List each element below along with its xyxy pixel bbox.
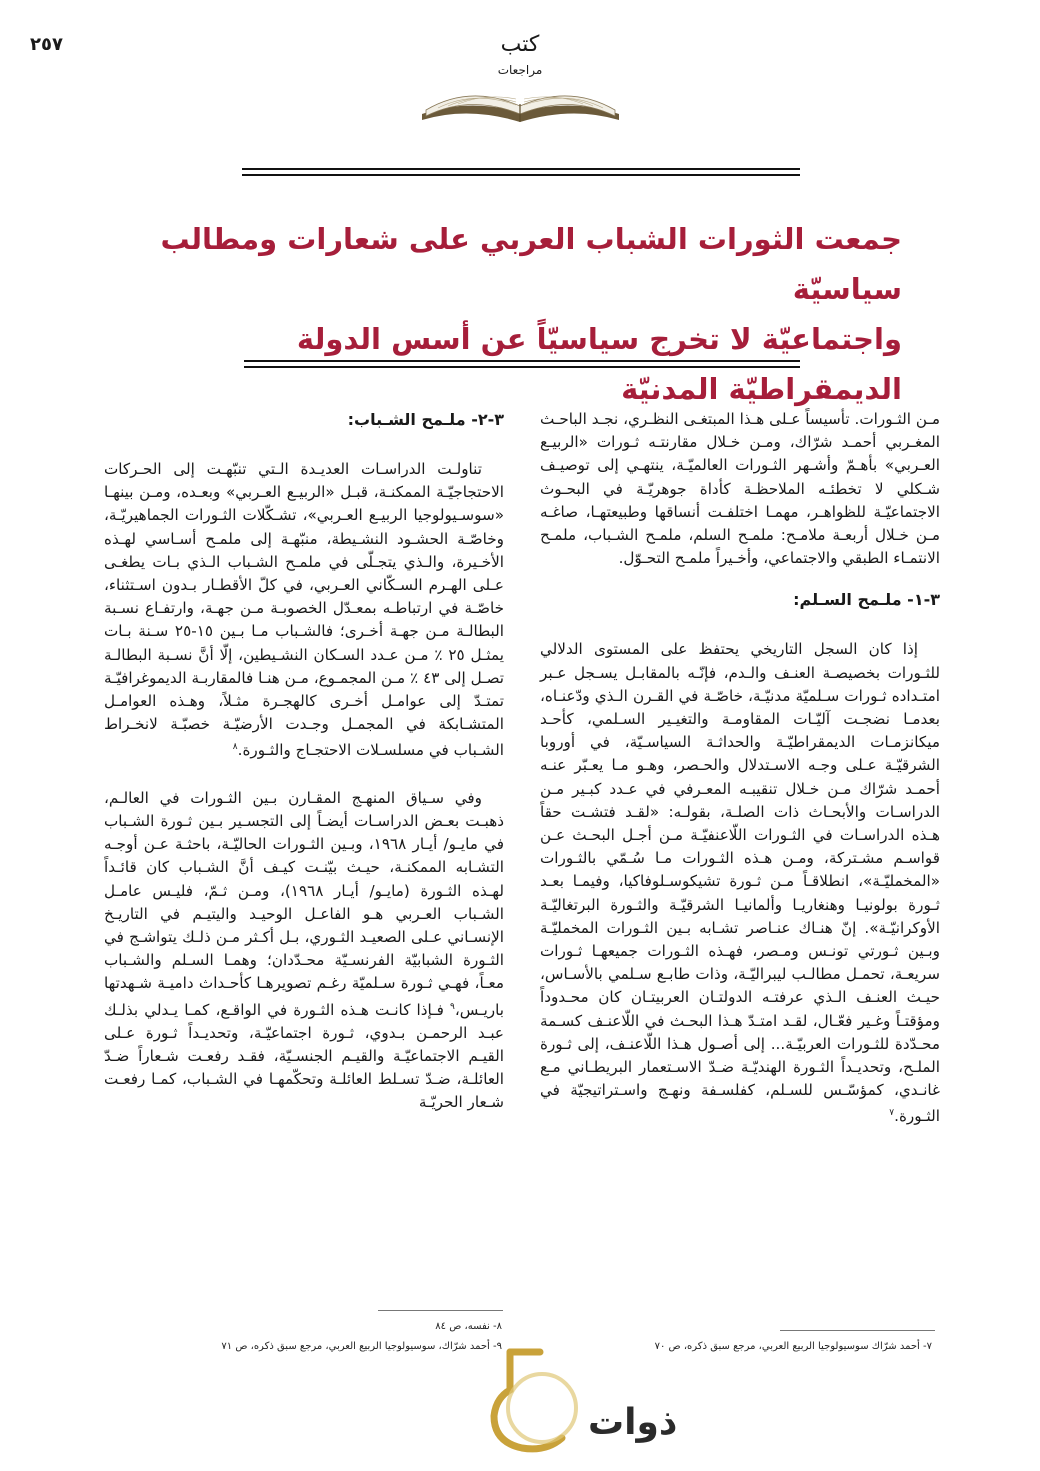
open-book-icon	[418, 76, 623, 126]
logo-wordmark: ذوات	[588, 1402, 678, 1443]
thawat-logo	[470, 1342, 678, 1460]
peace-paragraph-text: إذا كان السجل التاريخي يحتفظ على المستوى الدلالي للثـورات بخصيصـة العنـف والـدم، فإنّـه بالمقابـل يسـجل عـبر امتـداده ثـورات سـلميّة مدنيّـة، خاصّـة في القـرن الـذي ودّعنـاه، بعدمـا نضجـت آليّـات المقاومـة والتغيـير السـلمي، كأحـد ميكانزمـات الديمقراطيّـة والحداثـة السياسـيّة، في أوروبا الشرقيّـة عـلى وجـه الاسـتدلال والحـصر، وهـو مـا يعـبّر عنـه أحمـد شرّاك مـن خـلال تنقيبـه المعـرفي في عـدد كبـير مـن الدراسـات والأبحـاث ذات الصلـة، بقولـه: «لقـد فتشـت حقاً هـذه الدراسـات في الثـورات اللّاعنفيّـة مـن أجـل البحـث عـن قواسـم مشـتركة، ومـن هـذه الثـورات مـا سُـمّي بالثـورات «المخمليّـة»، انطلاقـاً مـن ثـورة تشيكوسـلوفاكيا، وفيمـا بعـد ثـورة بولونيـا وهنغاريـا وألمانيـا الشرقيّـة والثـورة البرتغاليّـة الأوكرانيّـة». إنّ هنـاك عنـاصر تشـابه بـين الثـورات المخمليّـة وبـين ثـورتي تونـس ومـصر، فهـذه الثـورات جميعهـا ثـورات سريعـة، تحمـل مطالـب ليبراليّـة، وذات طابـع سـلمي بالأسـاس، حيـث العنـف الـذي عرفتـه الدولتـان العربيتـان كان محـدوداً ومؤقتـاً وغـير فعّـال، لقـد امتـدّ هـذا البحـث في اللّاعنـف كسـمة محـدّدة للثـورات العربيّـة... إلى أصـول هـذا اللّاعنـف، إلى ثـورة الملـح، وتحديـداً الثـورة الهنديّـة ضـدّ الاسـتعمار البريطـاني مـع غانـدي، كمؤسّـس للسـلم، كفلسـفة ونهـج واسـتراتيجيّة في الثـورة.	[540, 640, 940, 1126]
section-subtitle: مراجعات	[497, 63, 543, 77]
youth-paragraph-1	[104, 458, 504, 763]
footnote-9: ٩- أحمد شرّاك، سوسيولوجيا الربيع العربي، مرجع سبق ذكره، ص ٧١	[221, 1341, 502, 1352]
bottom-rule-1	[244, 360, 800, 362]
youth-paragraph-2-cont: فـإذا كانـت هـذه الثـورة في الواقـع، كمـا يـدلي بذلـك عبـد الرحمـن بـدوي، ثـورة اجتماعيّـة، وتحديـداً ثـورة عـلى القيـم الاجتماعيّـة والقيـم الجنسـيّة، فقـد رفعـت شـعاراً ضـدّ العائلـة، ضـدّ تسـلط العائلـة وتحكّمهـا في الشـباب، كمـا رفعـت شـعار الحريّـة	[104, 1000, 504, 1112]
top-rule-1	[242, 168, 800, 170]
section-heading-peace: ٣-١- ملـمح السـلم:	[793, 590, 940, 610]
page-number: ٢٥٧	[30, 34, 63, 55]
bottom-rule-2	[244, 366, 800, 368]
section-heading-youth: ٣-٢- ملـمح الشـباب:	[347, 410, 504, 429]
footnote-ref-7: ٧	[889, 1108, 895, 1119]
youth-paragraph-2-text: وفي سـياق المنهـج المقـارن بـين الثـورات في العالـم، ذهبـت بعـض الدراسـات أيضـاً إلى التجسـير بـين ثـورة الشـباب في مايـو/ أيـار ١٩٦٨، وبـين الثـورات الحاليّـة، باحثـة عـن أوجـه التشـابه الممكنـة، حيـث بيّنـت كيـف أنَّ الشـباب كان قائـداً لهـذه الثـورة (مايـو/ أيـار ١٩٦٨)، ومـن ثـمّ، فليـس عامـل الشـباب العـربي هـو الفاعـل الوحيـد واليتيـم في التاريـخ الإنسـاني عـلى الصعيـد الثـوري، بـل أكـثر مـن ذلـك يتواشـج في الثـورة الشبابيّة الفرنسـيّة محـدّدان؛ وهمـا السـلم والشـباب معـاً، فهـي ثـورة سـلميّة رغـم تصويرهـا كأحـداث داميـة شـهدتها باريـس،	[104, 788, 504, 1019]
section-header	[0, 30, 1040, 78]
youth-paragraph-1-text: تناولـت الدراسـات العديـدة الـتي تنبّهـت إلى الحـركات الاحتجاجيّـة الممكنـة، قبـل «الربيـع العـربي» وبعـده، ومـن بينهـا «سوسـيولوجيا الربيـع العـربي»، تشـكّلات الثـورات الجماهيريّـة، وخاصّـة الحشـود النشـيطة، منبّهـة إلى ملمـح أسـاسي لهـذه الأخـيرة، والـذي يتجـلّى في ملمـح الشـباب الـذي بـات يطغـى عـلى الهـرم السـكّاني العـربي، في كلّ الأقطـار بـدون اسـتثناء، خاصّـة في ارتباطـه بمعـدّل الخصوبـة مـن جهـة، وارتفـاع نسـبة البطالـة مـن جهـة أخـرى؛ فالشـباب مـا بـين ١٥-٢٥ سـنة بـات يمثـل ٢٥ ٪ مـن عـدد السـكان النشـيطين، إلّا أنَّ نسـبة البطالـة تصـل إلى ٤٣ ٪ مـن المجمـوع، مـن هنـا فالمقاربـة الديموغرافيّـة تمتـدّ إلى عوامـل أخـرى كالهجـرة مثـلاً، وهـذه العوامـل المتشـابكة في المجمـل وجـدت الأرضيّـة خصبّـة لانخـراط الشـباب في مسلسـلات الاحتجـاج والثـورة.	[104, 460, 505, 760]
pull-quote-line-2: واجتماعيّة لا تخرج سياسيّاً عن أسس الدولة الديمقراطيّة المدنيّة	[296, 322, 902, 406]
footnote-7: ٧- أحمد شرّاك سوسيولوجيا الربيع العربي، مرجع سبق ذكره، ص ٧٠	[654, 1341, 932, 1352]
right-column	[540, 408, 940, 1129]
footnote-8: ٨- نفسه، ص ٨٤	[435, 1321, 502, 1332]
footnote-ref-8: ٨	[232, 742, 238, 753]
footnote-ref-9: ٩	[450, 1001, 455, 1012]
footnote-rule-left	[378, 1310, 503, 1311]
intro-paragraph: مـن الثـورات. تأسيساً عـلى هـذا المبتغـى النظـري، نجـد الباحـث المغـربي أحمـد شرّاك، ومـن خـلال مقارنتـه ثـورات «الربيـع العـربي» بأهـمّ وأشـهر الثـورات العالميّـة، ينتهـي إلى توصيـف شـكلي لا تخطئـه الملاحظـة كأداة جوهريّـة في البحـوث الاجتماعيّـة للظواهـر، مهمـا اختلفـت أنساقها وطبيعتهـا، صاغـه مـن خـلال أربعـة ملامـح: ملمـح السلم، ملمـح الشـباب، ملمـح الانتمـاء الطبقي والاجتماعي، وأخـيراً ملمـح التحـوّل.	[540, 410, 940, 568]
footnote-rule-right	[780, 1330, 935, 1331]
section-title: كتب	[500, 32, 540, 57]
pull-quote	[132, 214, 902, 414]
peace-paragraph	[540, 638, 940, 1128]
pull-quote-line-1: جمعت الثورات الشباب العربي على شعارات ومطالب سياسيّة	[160, 222, 902, 306]
left-column	[104, 408, 504, 1115]
youth-paragraph-2	[104, 787, 504, 1115]
top-rule-2	[242, 174, 800, 176]
